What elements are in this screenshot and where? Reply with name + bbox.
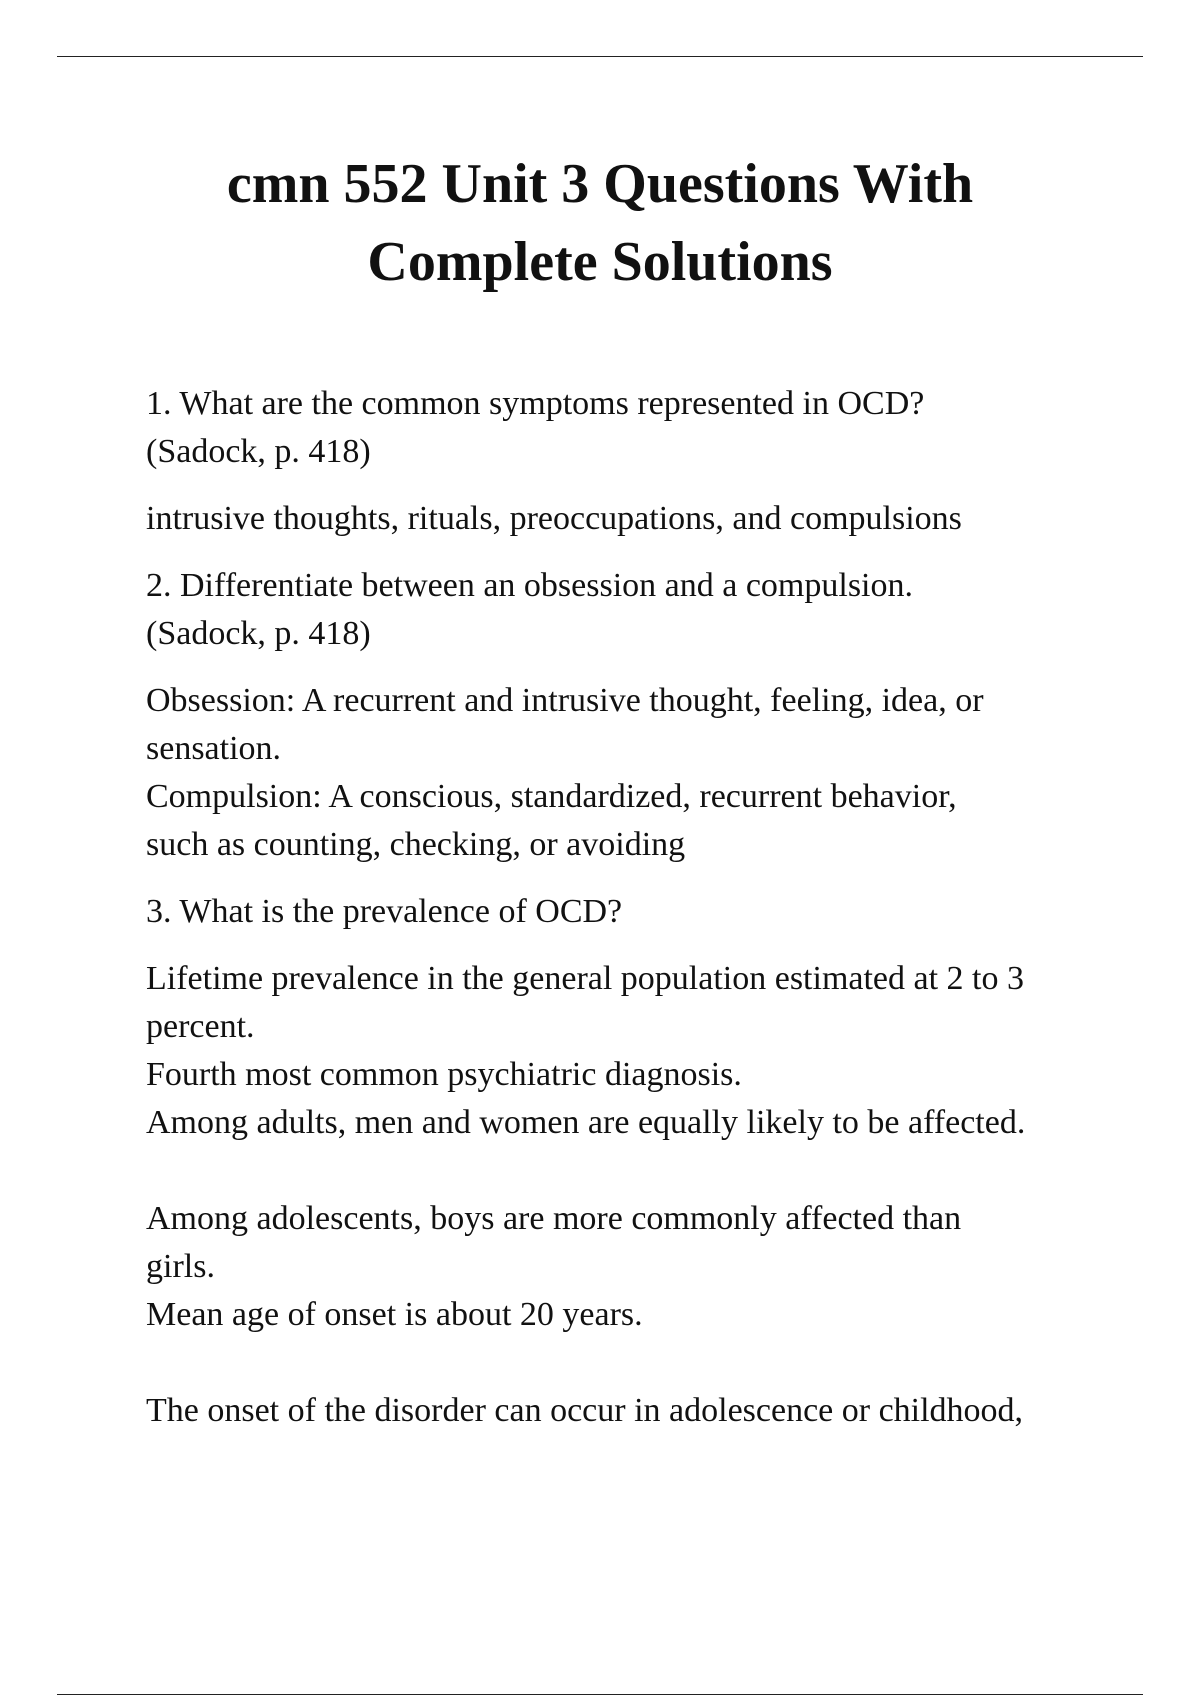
question-text: 1. What are the common symptoms represented in OCD?: [146, 385, 925, 422]
paragraph-spacer: [146, 1147, 1106, 1195]
answer-text: Fourth most common psychiatric diagnosis.: [146, 1056, 742, 1093]
footer-rule: [57, 1694, 1143, 1695]
question-1: [146, 380, 1106, 476]
title-line-1: cmn 552 Unit 3 Questions With: [226, 153, 974, 215]
answer-text: Among adults, men and women are equally likely to be affected.: [146, 1104, 1026, 1141]
question-reference: (Sadock, p. 418): [146, 433, 371, 470]
paragraph-spacer: [146, 1339, 1106, 1387]
question-3: [146, 888, 1106, 936]
question-text: 3. What is the prevalence of OCD?: [146, 893, 623, 930]
document-title: [120, 145, 1080, 301]
answer-text: sensation.: [146, 730, 282, 767]
answer-text: Lifetime prevalence in the general population estimated at 2 to 3: [146, 960, 1025, 997]
answer-3: [146, 955, 1106, 1435]
question-2: [146, 562, 1106, 658]
answer-text: Among adolescents, boys are more commonly affected than: [146, 1200, 962, 1237]
answer-text: Compulsion: A conscious, standardized, recurrent behavior,: [146, 778, 957, 815]
answer-text: intrusive thoughts, rituals, preoccupations, and compulsions: [146, 500, 962, 537]
answer-text: such as counting, checking, or avoiding: [146, 826, 686, 863]
document-body: [146, 380, 1106, 1454]
answer-text: Mean age of onset is about 20 years.: [146, 1296, 643, 1333]
answer-2: [146, 677, 1106, 869]
answer-text: The onset of the disorder can occur in adolescence or childhood,: [146, 1392, 1024, 1429]
header-rule: [57, 56, 1143, 57]
answer-text: girls.: [146, 1248, 215, 1285]
question-text: 2. Differentiate between an obsession and a compulsion.: [146, 567, 913, 604]
answer-1: [146, 495, 1106, 543]
answer-text: Obsession: A recurrent and intrusive thought, feeling, idea, or: [146, 682, 984, 719]
title-line-2: Complete Solutions: [367, 231, 833, 293]
question-reference: (Sadock, p. 418): [146, 615, 371, 652]
answer-text: percent.: [146, 1008, 255, 1045]
